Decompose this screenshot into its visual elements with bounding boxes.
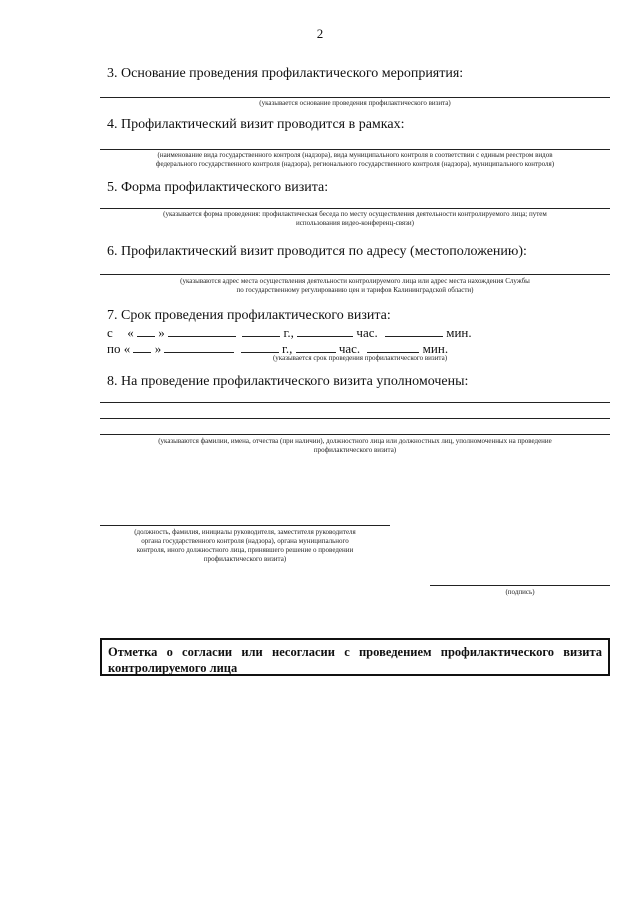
to-hour-unit: час. [338, 341, 361, 356]
section-8-heading: 8. На проведение профилактического визита уполномочены: [107, 374, 469, 389]
section-8-fill-line-2[interactable] [100, 418, 610, 419]
section-5-caption-line-1: (указывается форма проведения: профилактическая беседа по месту осуществления деятельности контролируемого лица; путем [163, 210, 547, 218]
from-hour-unit: час. [356, 325, 378, 340]
signer-caption-line-4: профилактического визита) [203, 555, 287, 563]
consent-box-text: Отметка о согласии или несогласии с проведением профилактического визита контролируемого лица [108, 645, 602, 675]
to-open-quote: « [123, 341, 131, 356]
section-4-caption-line-2: федерального государственного контроля (надзора), регионального государственного контроля (надзора), муниципального контроля) [155, 160, 555, 168]
to-minute-unit: мин. [422, 341, 449, 356]
section-7-heading: 7. Срок проведения профилактического визита: [107, 308, 391, 323]
signer-caption-line-1: (должность, фамилия, инициалы руководителя, заместителя руководителя [134, 528, 356, 536]
section-7-caption: (указывается срок проведения профилактического визита) [272, 354, 448, 362]
section-6-heading: 6. Профилактический визит проводится по адресу (местоположению): [107, 244, 527, 259]
section-5-caption-line-2: использования видео-конференц-связи) [296, 219, 414, 227]
consent-box [100, 638, 610, 676]
signer-caption-line-2: органа государственного контроля (надзора), органа муниципального [141, 537, 349, 545]
from-year-unit: г., [283, 325, 294, 340]
signature-fill-line[interactable] [430, 585, 610, 586]
section-5-heading: 5. Форма профилактического визита: [107, 180, 329, 195]
section-4-caption-line-1: (наименование вида государственного контроля (надзора), вида муниципального контроля в соответствии с единым реестром видов [157, 151, 553, 159]
from-close-quote: » [158, 325, 165, 340]
to-minute-field[interactable] [367, 340, 419, 353]
from-open-quote: « [127, 325, 134, 340]
from-year-field[interactable] [242, 324, 280, 337]
from-prefix: с [107, 325, 113, 340]
from-day-field[interactable] [137, 324, 155, 337]
to-hour-field[interactable] [296, 340, 336, 353]
period-from-row [107, 324, 472, 341]
to-year-unit: г., [281, 341, 293, 356]
to-year-field[interactable] [241, 340, 279, 353]
section-8-caption-line-1: (указываются фамилии, имена, отчества (при наличии), должностного лица или должностных лиц, уполномоченных на проведение [158, 437, 552, 445]
section-6-caption-line-1: (указываются адрес места осуществления деятельности контролируемого лица или адрес места нахождения Службы [180, 277, 530, 285]
section-5-fill-line[interactable] [100, 208, 610, 209]
section-8-fill-line-3[interactable] [100, 434, 610, 435]
to-month-field[interactable] [164, 340, 234, 353]
section-6-caption-line-2: по государственному регулированию цен и тарифов Калининградской области) [236, 286, 474, 294]
signature-caption: (подпись) [505, 588, 535, 596]
section-6-fill-line[interactable] [100, 274, 610, 275]
section-4-fill-line[interactable] [100, 149, 610, 150]
to-day-field[interactable] [133, 340, 151, 353]
section-3-fill-line[interactable] [100, 97, 610, 98]
section-8-caption-line-2: профилактического визита) [313, 446, 397, 454]
section-8-fill-line-1[interactable] [100, 402, 610, 403]
page-number: 2 [316, 26, 324, 41]
section-4-heading: 4. Профилактический визит проводится в рамках: [107, 117, 405, 132]
section-3-heading: 3. Основание проведения профилактического мероприятия: [107, 66, 464, 81]
from-hour-field[interactable] [297, 324, 353, 337]
from-minute-unit: мин. [446, 325, 472, 340]
from-month-field[interactable] [168, 324, 236, 337]
from-minute-field[interactable] [385, 324, 443, 337]
to-close-quote: » [154, 341, 162, 356]
signer-caption-line-3: контроля, иного должностного лица, принявшего решение о проведении [136, 546, 354, 554]
signer-fill-line[interactable] [100, 525, 390, 526]
to-prefix: по [107, 341, 121, 356]
section-3-caption: (указывается основание проведения профилактического визита) [259, 99, 451, 107]
